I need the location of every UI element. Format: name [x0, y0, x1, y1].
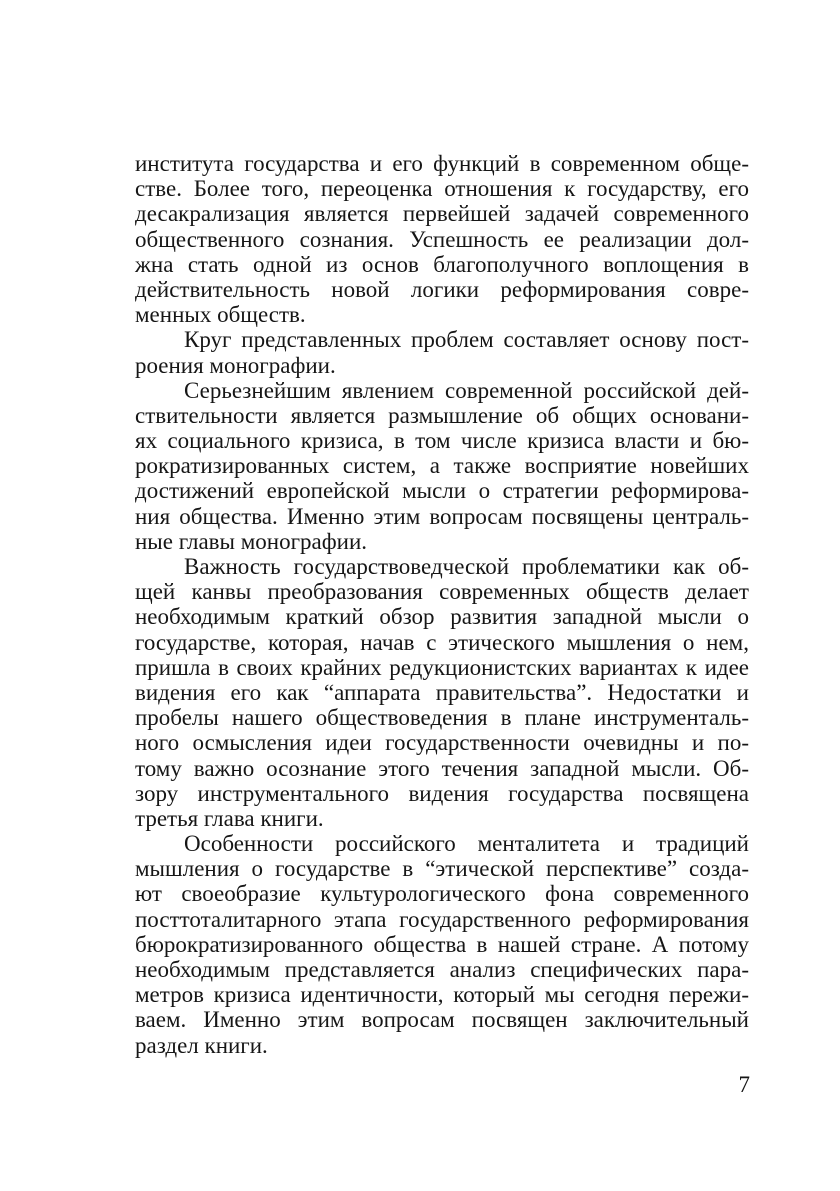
text-line: тому важно осознание этого течения западной мысли. Об-: [135, 755, 749, 781]
text-line: десакрализация является первейшей задачей современного: [135, 201, 749, 227]
text-line: Серьезнейшим явлением современной российской дей-: [184, 377, 749, 403]
text-line: необходимым краткий обзор развития западной мысли о: [135, 604, 749, 630]
text-line: ствительности является размышление об общих основани-: [135, 402, 749, 428]
text-line: ния общества. Именно этим вопросам посвящены централь-: [135, 503, 749, 529]
text-line: щей канвы преобразования современных обществ делает: [135, 579, 749, 605]
text-line: третья глава книги.: [135, 805, 324, 831]
text-line: ного осмысления идеи государственности очевидны и по-: [135, 730, 749, 756]
text-line: ваем. Именно этим вопросам посвящен заключительный: [135, 1007, 749, 1033]
text-line: видения его как “аппарата правительства”. Недостатки и: [135, 679, 749, 705]
text-line: зору инструментального видения государства посвящена: [135, 780, 749, 806]
text-line: пришла в своих крайних редукционистских вариантах к идее: [135, 654, 749, 680]
body-text: [135, 151, 749, 1058]
text-line: мышления о государстве в “этической перспективе” созда-: [135, 856, 749, 882]
text-line: менных обществ.: [135, 302, 306, 328]
text-line: ях социального кризиса, в том числе кризиса власти и бю-: [135, 428, 749, 454]
page-number: 7: [738, 1072, 750, 1097]
text-line: пробелы нашего обществоведения в плане инструменталь-: [135, 705, 749, 731]
text-line: необходимым представляется анализ специфических пара-: [135, 957, 749, 982]
text-line: роения монографии.: [135, 352, 336, 378]
text-line: стве. Более того, переоценка отношения к государству, его: [135, 176, 749, 202]
text-line: метров кризиса идентичности, который мы сегодня пережи-: [135, 982, 749, 1008]
paragraph: [135, 554, 749, 831]
paragraph: [135, 378, 749, 554]
text-line: Особенности российского менталитета и традиций: [184, 831, 749, 857]
text-line: Круг представленных проблем составляет основу пост-: [184, 327, 749, 353]
paragraph: [135, 327, 749, 377]
text-line: раздел книги.: [135, 1032, 268, 1058]
text-line: ные главы монографии.: [135, 528, 368, 554]
text-line: Важность государствоведческой проблематики как об-: [184, 554, 749, 579]
text-line: действительность новой логики реформирования совре-: [135, 276, 749, 302]
text-line: достижений европейской мысли о стратегии реформирова-: [135, 478, 749, 504]
text-line: общественного сознания. Успешность ее реализации дол-: [135, 226, 749, 252]
text-line: посттоталитарного этапа государственного реформирования: [135, 906, 749, 932]
text-line: жна стать одной из основ благополучного воплощения в: [135, 251, 749, 277]
text-line: ют своеобразие культурологического фона современного: [135, 881, 749, 907]
text-line: рократизированных систем, а также восприятие новейших: [135, 453, 749, 479]
text-line: бюрократизированного общества в нашей стране. А потому: [135, 931, 749, 957]
paragraph: [135, 831, 749, 1058]
text-line: института государства и его функций в современном обще-: [135, 151, 749, 176]
paragraph: [135, 151, 749, 327]
text-line: государстве, которая, начав с этического мышления о нем,: [135, 629, 749, 655]
